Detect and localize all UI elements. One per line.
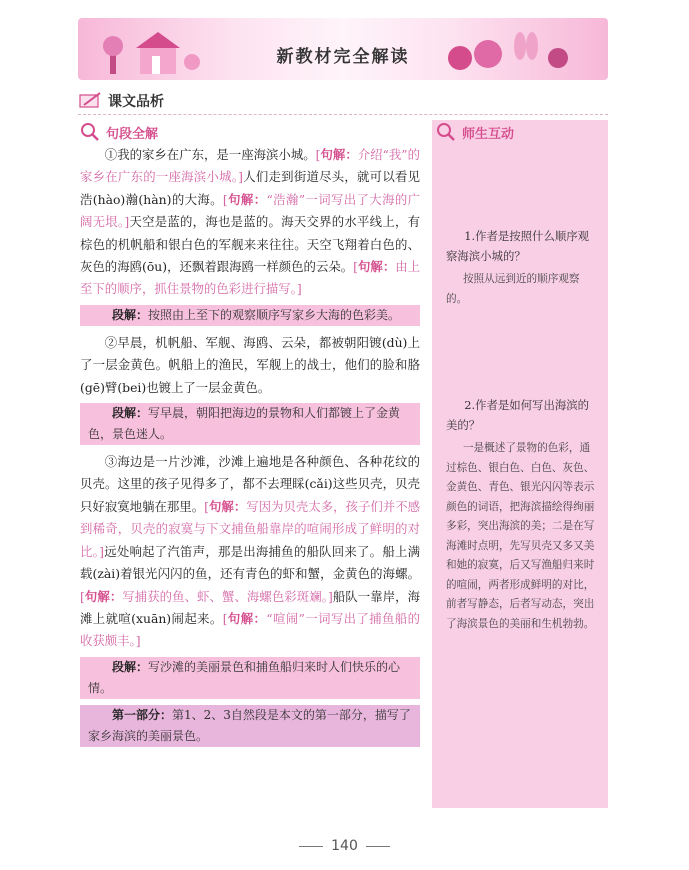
p1-note: [句解：介绍“我”的家乡在广东的一座海滨小城。]: [80, 147, 421, 185]
section-divider: [78, 114, 608, 115]
question-1: 1.作者是按照什么顺序观察海滨小城的？: [446, 229, 590, 263]
p1-note2: [句解：“浩瀚”一词写出了大海的广阔无垠。]: [80, 191, 421, 230]
section-title: [78, 90, 164, 112]
answer-2: 一是概述了景物的色彩，通过棕色、银白色、白色、灰色、金黄色、青色、银光闪闪等表示颜色的词语，把海滨描绘得绚丽多彩，突出海滨的美；二是在写海滩时点明，先写贝壳又多又美和她的寂寞，后又写渔船归来时的喧闹，两者形成鲜明的对比，前者写静态，后者写动态，突出了海滨景色的美丽和生机勃勃。: [446, 442, 595, 630]
pencil-icon: [78, 91, 104, 111]
p3-note: [句解：写因为贝壳太多，孩子们并不感到稀奇，贝壳的寂寞与下文捕鱼船靠岸的喧闹形成了鲜明的对比。]: [80, 498, 421, 559]
sidebar-heading-text: 师生互动: [462, 126, 515, 142]
section-title-text: 课文品析: [108, 94, 164, 110]
p1-text: ①我的家乡在广东，是一座海滨小城。: [104, 147, 316, 162]
magnifier-icon: [80, 122, 100, 142]
magnifier-icon: [436, 122, 456, 142]
sidebar-heading: [436, 120, 608, 144]
paragraph-2: ②早晨，机帆船、军舰、海鸥、云朵，都被朝阳镀(dù)上了一层金黄色。帆船上的渔民，军舰上的战士，他们的脸和胳(gē)臂(bei)也镀上了一层金黄色。: [80, 334, 420, 395]
question-2: 2.作者是如何写出海滨的美的？: [446, 398, 590, 432]
paragraph-analysis-2: 段解：写早晨，朝阳把海边的景物和人们都镀上了金黄色，景色迷人。: [80, 403, 420, 445]
paragraph-analysis-1: 段解：按照由上至下的观察顺序写家乡大海的色彩美。: [80, 305, 420, 326]
p1-note3: [句解：由上至下的顺序，抓住景物的色彩进行描写。]: [80, 259, 421, 297]
p3-note2: [句解：写捕获的鱼、虾、蟹、海螺色彩斑斓。]: [80, 588, 333, 604]
main-heading: [80, 120, 420, 144]
p1-text2: 人们走到街道尽头，就可以看见浩(hào)瀚(hàn)的大海。: [80, 169, 420, 207]
answer-1: 按照从远到近的顺序观察的。: [446, 273, 580, 305]
main-heading-text: 句段全解: [106, 126, 159, 142]
book-title: 新教材完全解读: [276, 47, 410, 67]
page-number: 140: [0, 838, 689, 854]
p1-text3: 天空是蓝的，海也是蓝的。海天交界的水平线上，有棕色的机帆船和银白色的军舰来来往往。天空飞翔着白色的、灰色的海鸥(ōu)，还飘着跟海鸥一样颜色的云朵。: [80, 214, 420, 275]
interaction-sidebar: [432, 120, 608, 808]
paragraph-analysis-3: 段解：写沙滩的美丽景色和捕鱼船归来时人们快乐的心情。: [80, 657, 420, 699]
p3-note3: [句解：“喧闹”一词写出了捕鱼船的收获颇丰。]: [80, 610, 421, 649]
paragraph-3: ③海边是一片沙滩，沙滩上遍地是各种颜色、各种花纹的贝壳。这里的孩子见得多了，都不去理睬(cǎi)这些贝壳，贝壳只好寂寞地躺在那里。[句解：写因为贝壳太多，孩子们并不感到稀奇，贝壳的寂寞与下文捕鱼船靠岸的喧闹形成了鲜明的对比。]远处响起了汽笛声，那是出海捕鱼的船队回来了。船上满载(zài)着银光闪闪的鱼，还有青色的虾和蟹，金黄色的海螺。[句解：写捕获的鱼、虾、蟹、海螺色彩斑斓。]船队一靠岸，海滩上就喧(xuān)闹起来。[句解：“喧闹”一词写出了捕鱼船的收获颇丰。]: [80, 454, 421, 649]
paragraph-1: [80, 144, 420, 301]
part-summary: 第一部分：第1、2、3自然段是本文的第一部分，描写了家乡海滨的美丽景色。: [80, 705, 420, 747]
main-column: [80, 120, 420, 753]
